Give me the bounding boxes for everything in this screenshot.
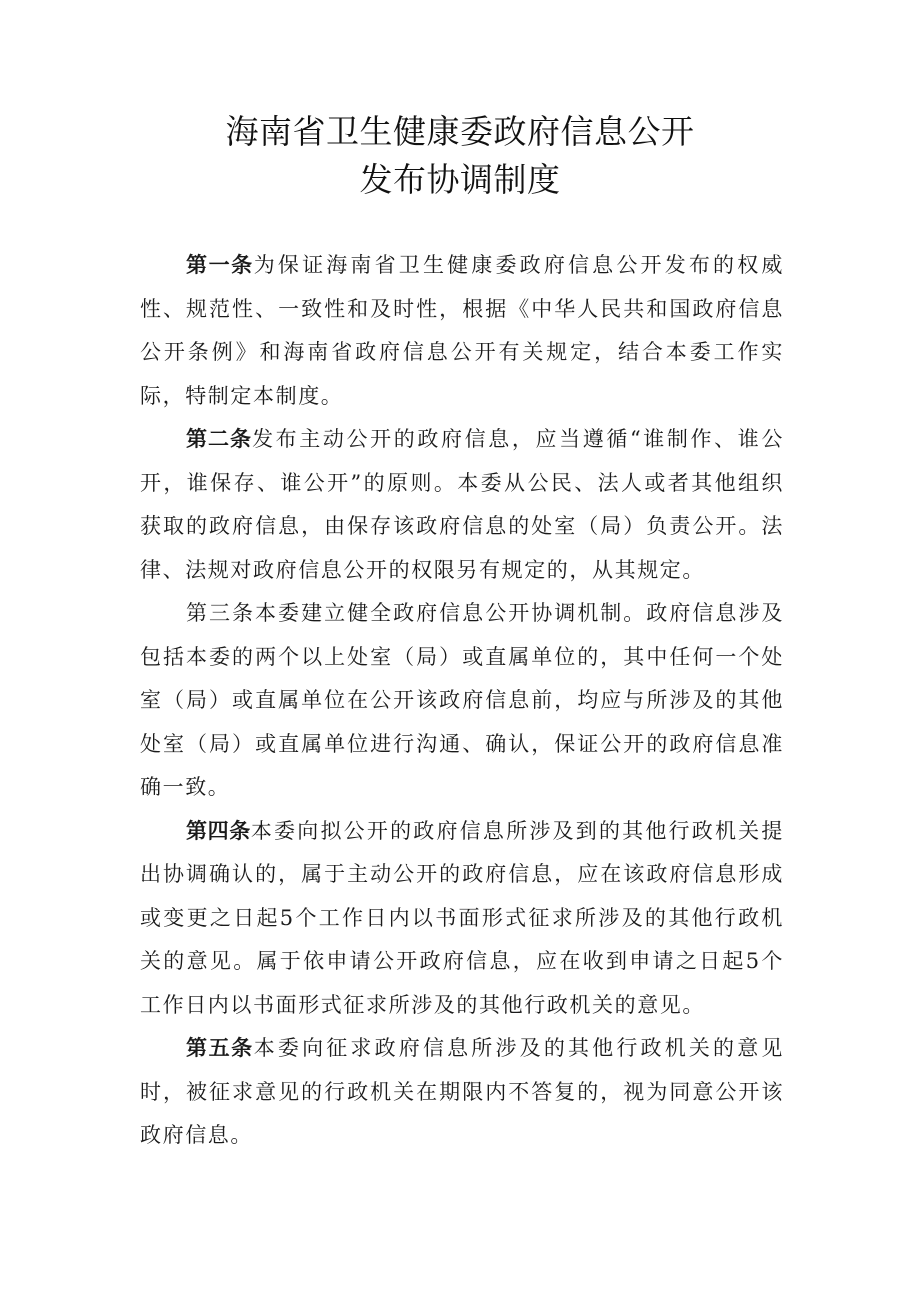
article-3-text: 本委建立健全政府信息公开协调机制。政府信息涉及包括本委的两个以上处室（局）或直属单位的，其中任何一个处室（局）或直属单位在公开该政府信息前，均应与所涉及的其他处室（局）或直属单位进行沟通、确认，保证公开的政府信息准确一致。 — [140, 601, 784, 799]
article-1-text: 为保证海南省卫生健康委政府信息公开发布的权威性、规范性、一致性和及时性，根据《中华人民共和国政府信息公开条例》和海南省政府信息公开有关规定，结合本委工作实际，特制定本制度。 — [140, 253, 785, 408]
title-line-2: 发布协调制度 — [359, 160, 561, 199]
document-title — [0, 108, 920, 204]
article-1-heading: 第一条 — [186, 253, 254, 277]
title-line-1: 海南省卫生健康委政府信息公开 — [225, 112, 695, 151]
article-4-text: 本委向拟公开的政府信息所涉及到的其他行政机关提出协调确认的，属于主动公开的政府信息，应在该政府信息形成或变更之日起5个工作日内以书面形式征求所涉及的其他行政机关的意见。属于依申请公开政府信息，应在收到申请之日起5个工作日内以书面形式征求所涉及的其他行政机关的意见。 — [140, 818, 784, 1017]
article-2-heading: 第二条 — [186, 427, 253, 451]
article-4 — [140, 810, 784, 1028]
article-5 — [140, 1027, 784, 1158]
article-3 — [140, 592, 784, 810]
article-2-text: 发布主动公开的政府信息，应当遵循“谁制作、谁公开，谁保存、谁公开”的原则。本委从公民、法人或者其他组织获取的政府信息，由保存该政府信息的处室（局）负责公开。法律、法规对政府信息公开的权限另有规定的，从其规定。 — [140, 427, 784, 582]
article-2 — [140, 418, 784, 592]
article-4-heading: 第四条 — [186, 818, 251, 843]
document-body — [140, 244, 784, 1158]
article-5-heading: 第五条 — [186, 1036, 254, 1060]
article-5-text: 本委向征求政府信息所涉及的其他行政机关的意见时，被征求意见的行政机关在期限内不答复的，视为同意公开该政府信息。 — [140, 1036, 785, 1147]
article-3-heading: 第三条 — [186, 601, 256, 625]
article-1 — [140, 244, 784, 418]
